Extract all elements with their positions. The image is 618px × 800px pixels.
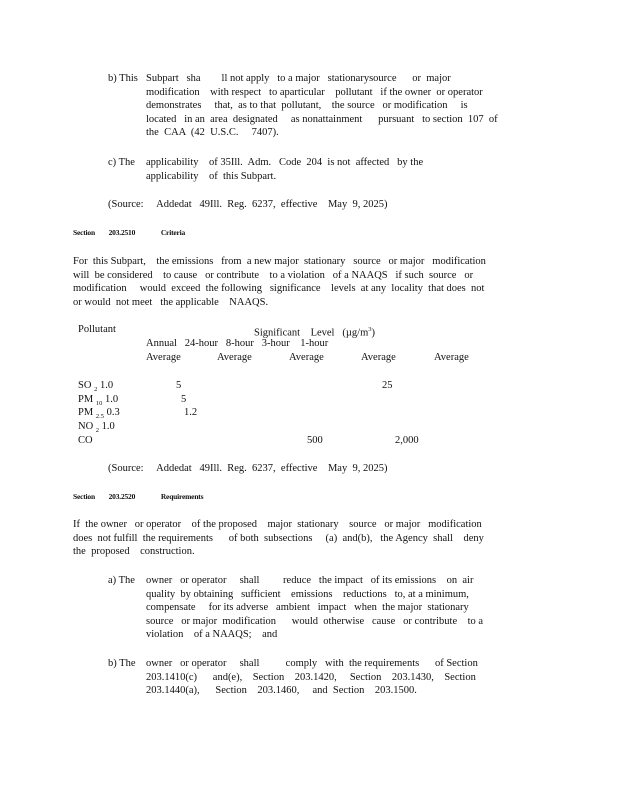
item-a-text	[146, 574, 483, 642]
annual-value: 1.0	[101, 421, 115, 432]
text-line: will be considered to cause or contribute to a violation of a NAAQS if such source or	[73, 269, 474, 281]
pollutant-symbol: PM	[78, 407, 94, 418]
item-c-label: c) The	[108, 157, 135, 168]
average-label: Average	[361, 352, 396, 363]
value-3hr: 25	[382, 380, 393, 391]
sig-header-text: Significant Level (µg/m	[254, 327, 369, 339]
average-label: Average	[289, 352, 324, 363]
item-c-text	[146, 156, 423, 183]
text-line: or would not meet the applicable NAAQS.	[73, 296, 269, 308]
pollutant-name: CO	[78, 435, 93, 446]
text-line: applicability of this Subpart.	[146, 170, 277, 182]
text-line: If the owner or operator of the proposed major stationary source or major modification	[73, 519, 482, 530]
text-line: owner or operator shall reduce the impact of its emissions on air	[146, 575, 474, 586]
source-note: (Source: Addedat 49Ill. Reg. 6237, effective May 9, 2025)	[108, 463, 388, 474]
section-number: 203.2520	[108, 492, 136, 501]
item-b-requirements-text	[146, 657, 478, 698]
text-line: quality by obtaining sufficient emissions reductions to, at a minimum,	[146, 588, 469, 600]
section-label: Section	[73, 492, 95, 501]
pollutant-subscript: 2	[94, 386, 98, 394]
item-b-text	[146, 72, 498, 140]
text-line: applicability of 35Ill. Adm. Code 204 is not affected by the	[146, 157, 424, 168]
pollutant-symbol: SO	[78, 380, 92, 391]
average-label: Average	[146, 352, 181, 363]
text-line: For this Subpart, the emissions from a new major stationary source or major modification	[73, 256, 486, 267]
section-title: Requirements	[160, 492, 204, 501]
section-label: Section	[73, 228, 95, 237]
annual-value: 0.3	[106, 407, 120, 418]
value-24hr: 1.2	[184, 407, 198, 418]
average-label: Average	[217, 352, 252, 363]
pollutant-header: Pollutant	[78, 324, 116, 335]
average-label: Average	[434, 352, 469, 363]
text-line: modification would exceed the following significance levels at any locality that does not	[73, 283, 485, 294]
text-line: the CAA (42 U.S.C. 7407).	[146, 127, 279, 138]
section-heading-2510	[73, 228, 185, 237]
text-line: does not fulfill the requirements of both subsections (a) and(b), the Agency shall deny	[73, 532, 484, 544]
text-line: compensate for its adverse ambient impact when the major stationary	[146, 602, 469, 613]
sig-header-close: )	[371, 327, 375, 339]
value-8hr: 500	[307, 435, 323, 446]
item-b-label: b) This	[108, 73, 138, 84]
section-title: Criteria	[160, 228, 186, 237]
pollutant-subscript: 2	[95, 427, 100, 435]
text-line: the proposed construction.	[73, 546, 195, 557]
averaging-period-row: Annual 24-hour 8-hour 3-hour 1-hour	[146, 338, 329, 349]
sig-unit-superscript: 3	[368, 326, 372, 333]
text-line: 203.1410(c) and(e), Section 203.1420, Section 203.1430, Section	[146, 671, 476, 683]
text-line: source or major modification would otherwise cause or contribute to a	[146, 615, 484, 627]
annual-value: 1.0	[104, 394, 119, 405]
text-line: 203.1440(a), Section 203.1460, and Section 203.1500.	[146, 685, 417, 696]
text-line: located in an area designated as nonattainment pursuant to section 107 of	[146, 113, 498, 125]
text-line: modification with respect to aparticular pollutant if the owner or operator	[146, 86, 483, 98]
pollutant-subscript: 10	[95, 400, 103, 408]
text-line: demonstrates that, as to that pollutant, the source or modification is	[146, 100, 468, 111]
criteria-paragraph	[73, 255, 486, 309]
section-number: 203.2510	[108, 228, 136, 237]
pollutant-symbol: NO	[78, 421, 94, 432]
value-1hr: 2,000	[395, 435, 419, 446]
text-line: owner or operator shall comply with the requirements of Section	[146, 658, 478, 669]
item-b-requirements-label: b) The	[108, 658, 136, 669]
pollutant-subscript: 2.5	[95, 413, 104, 421]
value-24hr: 5	[181, 394, 187, 405]
requirements-paragraph	[73, 518, 484, 559]
text-line: Subpart sha ll not apply to a major stationarysource or major	[146, 73, 451, 84]
annual-value: 1.0	[99, 380, 114, 391]
value-24hr: 5	[176, 380, 182, 391]
source-note: (Source: Addedat 49Ill. Reg. 6237, effective May 9, 2025)	[108, 199, 388, 210]
text-line: violation of a NAAQS; and	[146, 629, 278, 640]
pollutant-symbol: PM	[78, 394, 94, 405]
section-heading-2520	[73, 492, 203, 501]
item-a-label: a) The	[108, 575, 135, 586]
